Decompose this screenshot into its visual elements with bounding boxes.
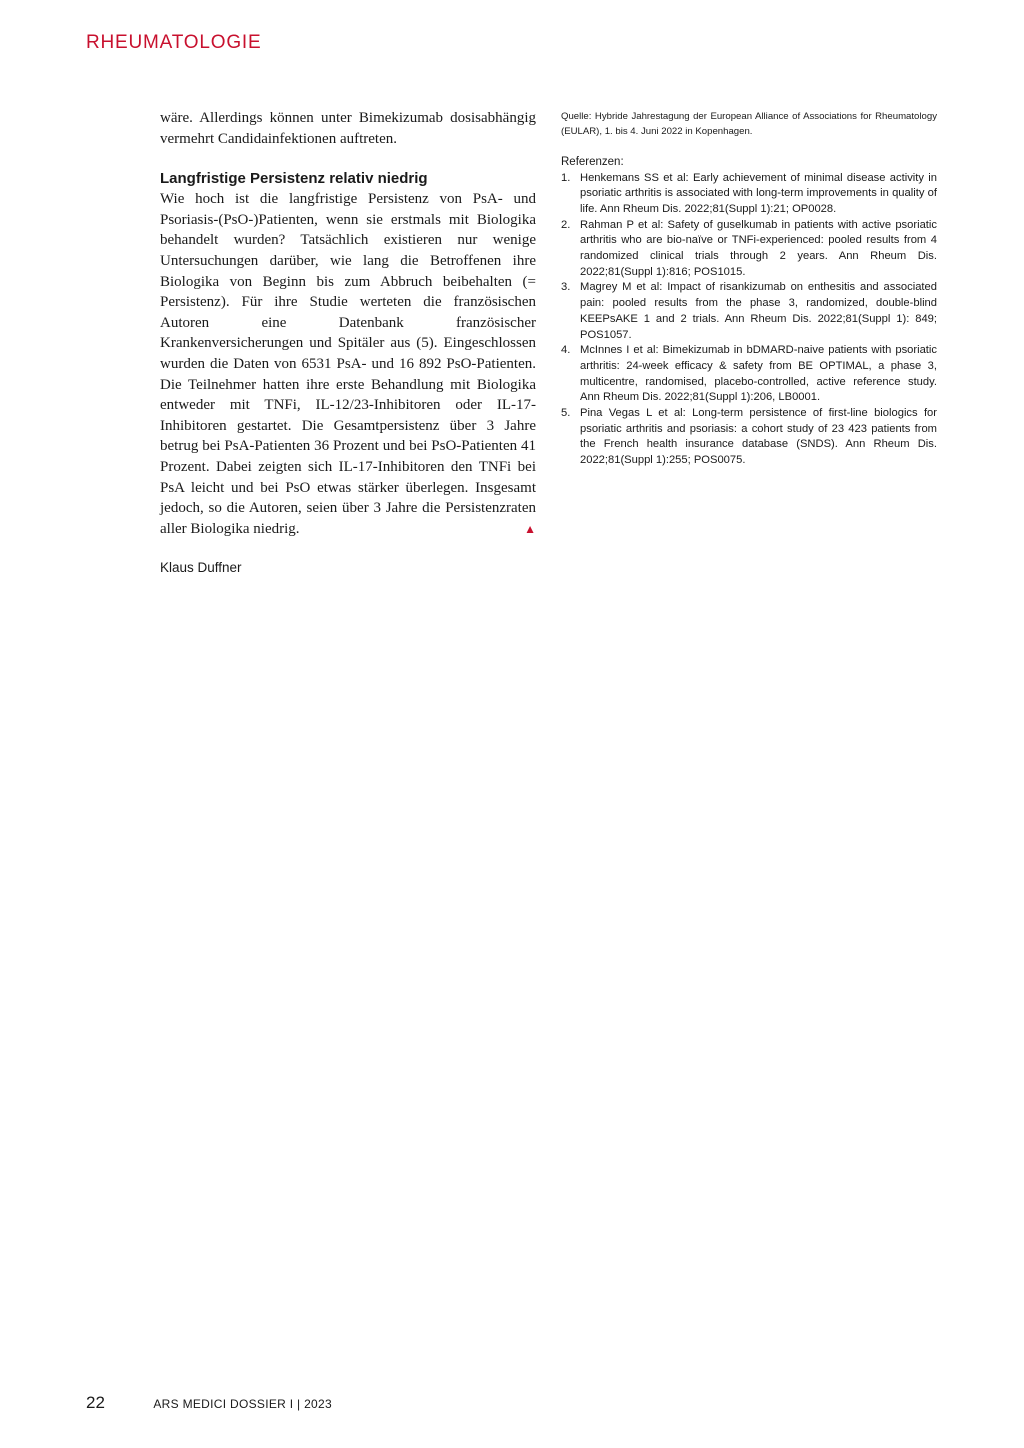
reference-item: [561, 218, 937, 281]
reference-number: 3.: [561, 281, 571, 294]
reference-item: [561, 280, 937, 343]
article-heading: Langfristige Persistenz relativ niedrig: [160, 170, 428, 188]
reference-item: [561, 343, 937, 406]
reference-number: 1.: [561, 171, 571, 184]
reference-item: [561, 171, 937, 218]
reference-number: 5.: [561, 407, 571, 420]
references-title: Referenzen:: [561, 156, 624, 168]
page-footer: [86, 1393, 332, 1413]
reference-number: 2.: [561, 218, 571, 231]
intro-paragraph: wäre. Allerdings können unter Bimekizumab dosisabhängig vermehrt Candidainfektionen auftreten.: [160, 110, 536, 147]
reference-text: Henkemans SS et al: Early achievement of minimal disease activity in psoriatic arthritis is associated with long-term improvements in quality of life. Ann Rheum Dis. 2022;81(Suppl 1):21; OP0028.: [580, 171, 937, 215]
source-note: Quelle: Hybride Jahrestagung der European Alliance of Associations for Rheumatology (EULAR), 1. bis 4. Juni 2022 in Kopenhagen.: [561, 111, 937, 137]
reference-item: [561, 406, 937, 469]
article-body: [160, 108, 536, 579]
end-triangle-icon: ▲: [524, 521, 536, 536]
body-paragraph: [160, 189, 536, 539]
reference-text: Pina Vegas L et al: Long-term persistence of first-line biologics for psoriatic arthritis and psoriasis: a cohort study of 23 423 patients from the French health insurance database (SNDS). Ann Rheum Dis. 2022;81(Suppl 1):255; POS0075.: [580, 407, 937, 467]
reference-text: McInnes I et al: Bimekizumab in bDMARD-naive patients with psoriatic arthritis: 24-week efficacy & safety from BE OPTIMAL, a phase 3, multicentre, randomised, placebo-controlled, active reference study. Ann Rheum Dis. 2022;81(Suppl 1):206, LB0001.: [580, 344, 937, 404]
sidebar-references: [561, 109, 937, 469]
references-list: [561, 171, 937, 469]
reference-number: 4.: [561, 344, 571, 357]
author-name: Klaus Duffner: [160, 560, 242, 576]
body-text: Wie hoch ist die langfristige Persistenz von PsA- und Psoriasis-(PsO-)Patienten, wenn sie erstmals mit Biologika behandelt wurden? Tatsächlich existieren nur wenige Untersuchungen darüber, wie lang die Betroffenen ihre Biologika von Beginn bis zum Abbruch beibehalten (= Persistenz). Für ihre Studie werteten die französischen Autoren eine Datenbank französischer Krankenversicherungen und Spitäler aus (5). Eingeschlossen wurden die Daten von 6531 PsA- und 16 892 PsO-Patienten. Die Teilnehmer hatten ihre erste Behandlung mit Biologika entweder mit TNFi, IL-12/23-Inhibitoren oder IL-17-Inhibitoren gestartet. Die Gesamtpersistenz über 3 Jahre betrug bei PsA-Patienten 36 Prozent und bei PsO-Patienten 41 Prozent. Dabei zeigten sich IL-17-Inhibitoren den TNFi bei PsA leicht und bei PsO etwas stärker überlegen. Insgesamt jedoch, so die Autoren, seien über 3 Jahre die Persistenzraten aller Biologika niedrig.: [160, 191, 536, 537]
journal-title: ARS MEDICI DOSSIER I | 2023: [153, 1397, 332, 1411]
section-header: RHEUMATOLOGIE: [86, 32, 262, 53]
reference-text: Rahman P et al: Safety of guselkumab in patients with active psoriatic arthritis who are bio-naïve or TNFi-experienced: pooled results from 4 randomized clinical trials through 2 years. Ann Rheum Dis. 2022;81(Suppl 1):816; POS1015.: [580, 218, 937, 278]
page-number: 22: [86, 1393, 105, 1412]
reference-text: Magrey M et al: Impact of risankizumab on enthesitis and associated pain: pooled results from the phase 3, randomized, double-blind KEEPsAKE 1 and 2 trials. Ann Rheum Dis. 2022;81(Suppl 1): 849; POS1057.: [580, 281, 937, 341]
